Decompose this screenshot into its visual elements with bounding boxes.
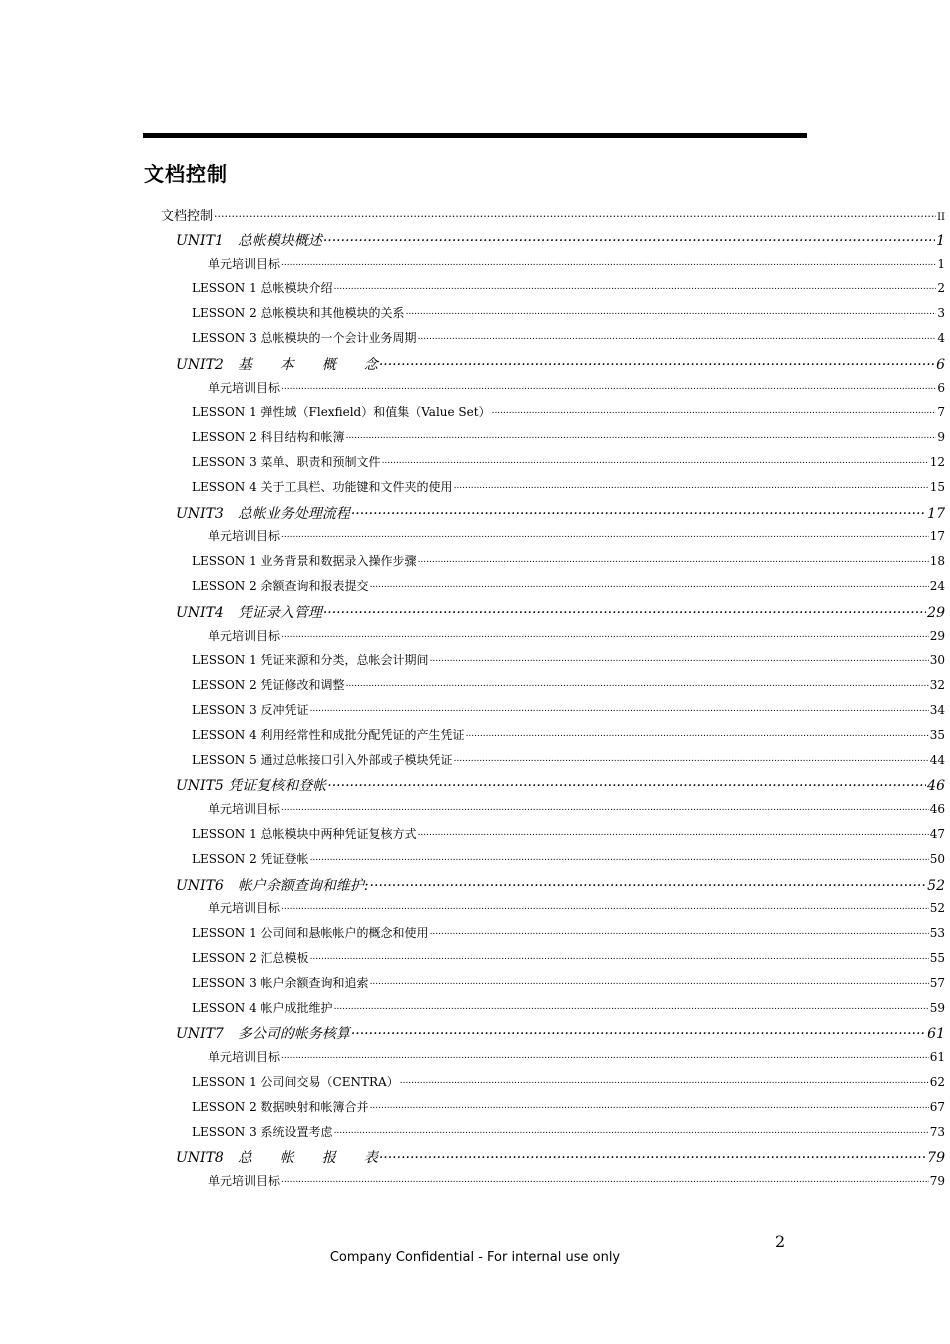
toc-entry-title: 单元培训目标 [208, 380, 281, 395]
toc-lesson-entry[interactable] [192, 974, 945, 991]
toc-lesson-entry[interactable] [208, 1172, 945, 1189]
toc-entry-page: 46 [929, 802, 945, 817]
toc-entry-title: LESSON 2 余额查询和报表提交 [192, 579, 369, 593]
toc-lesson-entry[interactable] [192, 825, 945, 842]
toc-lesson-entry[interactable] [208, 800, 945, 817]
toc-entry-title: 单元培训目标 [208, 256, 281, 271]
toc-entry-page: 3 [937, 306, 945, 321]
toc-dot-leader [281, 1049, 929, 1061]
toc-top-entry[interactable] [161, 205, 945, 224]
toc-unit-entry[interactable] [176, 775, 945, 795]
toc-entry-title: UNIT3 总帐业务处理流程 [176, 505, 350, 522]
toc-entry-page: 17 [929, 529, 945, 544]
toc-entry-title: LESSON 1 总帐模块中两种凭证复核方式 [192, 827, 417, 841]
toc-dot-leader [370, 975, 929, 987]
toc-entry-page: 46 [927, 778, 945, 795]
toc-dot-leader [379, 1148, 926, 1162]
toc-dot-leader [454, 752, 929, 764]
toc-lesson-entry[interactable] [192, 428, 945, 445]
toc-entry-title: LESSON 1 业务背景和数据录入操作步骤 [192, 554, 417, 569]
toc-entry-title: LESSON 3 反冲凭证 [192, 703, 309, 717]
toc-lesson-entry[interactable] [208, 627, 945, 644]
footer-confidential-text: Company Confidential - For internal use only [329, 1250, 621, 1265]
toc-entry-title: UNIT7 多公司的帐务核算 [176, 1026, 350, 1043]
toc-entry-title: LESSON 2 凭证登帐 [192, 851, 309, 866]
toc-entry-page: 32 [929, 678, 945, 693]
toc-entry-title: 单元培训目标 [208, 1174, 281, 1189]
toc-dot-leader [418, 826, 929, 838]
toc-dot-leader [334, 280, 937, 292]
toc-entry-title: LESSON 2 总帐模块和其他模块的关系 [192, 306, 405, 321]
toc-entry-page: 61 [929, 1050, 945, 1065]
toc-lesson-entry[interactable] [192, 1098, 945, 1115]
toc-dot-leader [466, 727, 929, 739]
toc-entry-title: LESSON 3 菜单、职责和预制文件 [192, 455, 381, 469]
toc-dot-leader [346, 429, 937, 441]
toc-entry-title: LESSON 4 关于工具栏、功能键和文件夹的使用 [192, 479, 453, 494]
toc-lesson-entry[interactable] [208, 899, 945, 916]
toc-entry-page: 57 [929, 975, 945, 990]
toc-lesson-entry[interactable] [192, 676, 945, 693]
toc-dot-leader [346, 677, 929, 689]
toc-lesson-entry[interactable] [192, 279, 945, 296]
toc-entry-title: 单元培训目标 [208, 628, 281, 643]
toc-lesson-entry[interactable] [192, 453, 945, 470]
toc-entry-page: 52 [927, 877, 945, 894]
toc-dot-leader [379, 355, 935, 369]
toc-entry-page: 1 [937, 256, 945, 271]
toc-dot-leader [281, 628, 929, 640]
toc-entry-title: LESSON 2 数据映射和帐簿合并 [192, 1099, 369, 1114]
toc-entry-page: 73 [929, 1124, 945, 1139]
toc-unit-entry[interactable] [176, 354, 945, 374]
toc-unit-entry[interactable] [176, 1147, 945, 1167]
toc-lesson-entry[interactable] [192, 999, 945, 1016]
toc-dot-leader [454, 479, 929, 491]
toc-lesson-entry[interactable] [192, 726, 945, 743]
toc-entry-page: 6 [936, 356, 945, 373]
toc-entry-page: 67 [929, 1099, 945, 1114]
toc-entry-title: UNIT6 帐户余额查询和维护: [176, 877, 369, 894]
toc-entry-page: 17 [927, 505, 945, 522]
toc-lesson-entry[interactable] [192, 552, 945, 569]
toc-lesson-entry[interactable] [192, 1123, 945, 1140]
toc-unit-entry[interactable] [176, 230, 945, 250]
toc-lesson-entry[interactable] [208, 527, 945, 544]
toc-entry-title: UNIT8 总 帐 报 表 [176, 1150, 378, 1167]
toc-entry-page: 15 [929, 479, 945, 494]
toc-dot-leader [310, 702, 929, 714]
toc-entry-page: 62 [929, 1075, 945, 1089]
header-rule [143, 133, 807, 138]
toc-entry-page: 55 [929, 951, 945, 965]
toc-entry-page: 9 [937, 430, 945, 445]
toc-lesson-entry[interactable] [192, 577, 945, 594]
page-number: 2 [775, 1232, 786, 1251]
toc-entry-page: 29 [927, 604, 945, 621]
toc-entry-page: 29 [929, 628, 945, 643]
toc-entry-title: LESSON 3 帐户余额查询和追索 [192, 975, 369, 990]
toc-unit-entry[interactable] [176, 1023, 945, 1043]
toc-unit-entry[interactable] [176, 503, 945, 523]
toc-dot-leader [430, 652, 929, 664]
toc-entry-page: 52 [929, 901, 945, 916]
toc-entry-title: UNIT5 凭证复核和登帐 [176, 778, 327, 795]
toc-dot-leader [310, 950, 929, 962]
toc-entry-page: 47 [929, 827, 945, 841]
toc-lesson-entry[interactable] [192, 304, 945, 321]
toc-entry-title: LESSON 4 利用经常性和成批分配凭证的产生凭证 [192, 727, 465, 742]
toc-lesson-entry[interactable] [208, 255, 945, 272]
toc-dot-leader [334, 1124, 929, 1136]
toc-entry-title: UNIT1 总帐模块概述 [176, 232, 322, 249]
footer [0, 1250, 950, 1265]
toc-lesson-entry[interactable] [192, 329, 945, 346]
toc-lesson-entry[interactable] [192, 924, 945, 941]
toc-entry-title: LESSON 2 凭证修改和调整 [192, 678, 345, 693]
toc-entry-page: 79 [927, 1150, 945, 1167]
toc-dot-leader [351, 504, 926, 518]
toc-entry-title: LESSON 2 汇总模板 [192, 951, 309, 965]
toc-entry-title: LESSON 2 科目结构和帐簿 [192, 430, 345, 445]
toc-entry-page: 79 [929, 1174, 945, 1189]
toc-dot-leader [370, 578, 929, 590]
toc-entry-page: 4 [937, 331, 945, 345]
toc-dot-leader [281, 528, 929, 540]
toc-entry-title: 单元培训目标 [208, 901, 281, 916]
toc-entry-title: UNIT2 基 本 概 念 [176, 356, 378, 373]
toc-dot-leader [281, 256, 936, 268]
toc-dot-leader [418, 330, 937, 342]
toc-lesson-entry[interactable] [192, 701, 945, 718]
toc-entry-page: 1 [936, 232, 945, 249]
toc-entry-page: 24 [929, 579, 945, 593]
toc-entry-title: LESSON 1 总帐模块介绍 [192, 281, 333, 296]
toc-entry-title: LESSON 1 凭证来源和分类，总帐会计期间 [192, 653, 429, 668]
toc-dot-leader [370, 876, 927, 890]
toc-entry-page: 2 [937, 281, 945, 296]
toc-lesson-entry[interactable] [192, 651, 945, 668]
toc-entry-page: 59 [929, 1000, 945, 1015]
toc-unit-entry[interactable] [176, 875, 945, 895]
toc-dot-leader [310, 851, 929, 863]
toc-entry-page: 30 [929, 653, 945, 668]
toc-lesson-entry[interactable] [192, 1073, 945, 1090]
toc-entry-title: LESSON 1 公司间交易（CENTRA） [192, 1075, 399, 1089]
toc-lesson-entry[interactable] [192, 850, 945, 867]
toc-dot-leader [334, 1000, 929, 1012]
toc-entry-page: 53 [929, 926, 945, 941]
toc-dot-leader [281, 900, 929, 912]
toc-entry-page: 44 [929, 752, 945, 767]
page-heading: 文档控制 [144, 162, 228, 186]
toc-entry-page: 7 [937, 405, 945, 420]
toc-dot-leader [351, 1024, 926, 1038]
toc-lesson-entry[interactable] [192, 751, 945, 768]
toc-entry-page: 18 [929, 554, 945, 569]
toc-dot-leader [281, 380, 936, 392]
toc-dot-leader [323, 603, 926, 617]
toc-entry-page: II [937, 212, 945, 223]
toc-dot-leader [418, 553, 929, 565]
toc-entry-page: 50 [929, 851, 945, 866]
toc-dot-leader [406, 305, 937, 317]
toc-entry-title: LESSON 3 总帐模块的一个会计业务周期 [192, 331, 417, 345]
toc-entry-title: LESSON 3 系统设置考虑 [192, 1124, 333, 1139]
toc-unit-entry[interactable] [176, 602, 945, 622]
toc-dot-leader [370, 1099, 929, 1111]
toc-dot-leader [492, 404, 937, 416]
toc-entry-title: LESSON 5 通过总帐接口引入外部或子模块凭证 [192, 752, 453, 767]
toc-dot-leader [214, 207, 936, 220]
toc-entry-title: LESSON 4 帐户成批维护 [192, 1000, 333, 1015]
toc-entry-page: 61 [927, 1026, 945, 1043]
toc-entry-title: 文档控制 [161, 209, 214, 224]
toc-dot-leader [281, 801, 929, 813]
toc-dot-leader [281, 1173, 929, 1185]
toc-entry-title: LESSON 1 公司间和悬帐帐户的概念和使用 [192, 926, 429, 941]
toc-lesson-entry[interactable] [192, 478, 945, 495]
toc-entry-page: 12 [929, 455, 945, 469]
toc-entry-title: 单元培训目标 [208, 802, 281, 817]
toc-entry-page: 6 [937, 380, 945, 395]
toc-dot-leader [430, 925, 929, 937]
toc-entry-title: UNIT4 凭证录入管理 [176, 604, 322, 621]
toc-entry-title: 单元培训目标 [208, 529, 281, 544]
toc-entry-title: LESSON 1 弹性域（Flexfield）和值集（Value Set） [192, 405, 491, 420]
toc-dot-leader [400, 1074, 929, 1086]
toc-entry-title: 单元培训目标 [208, 1050, 281, 1065]
toc-lesson-entry[interactable] [208, 379, 945, 396]
toc-lesson-entry[interactable] [208, 1048, 945, 1065]
toc-lesson-entry[interactable] [192, 403, 945, 420]
toc-lesson-entry[interactable] [192, 949, 945, 966]
toc-entry-page: 34 [929, 703, 945, 717]
toc-entry-page: 35 [929, 727, 945, 742]
toc-dot-leader [382, 454, 929, 466]
toc-dot-leader [327, 776, 926, 790]
toc-dot-leader [323, 231, 935, 245]
